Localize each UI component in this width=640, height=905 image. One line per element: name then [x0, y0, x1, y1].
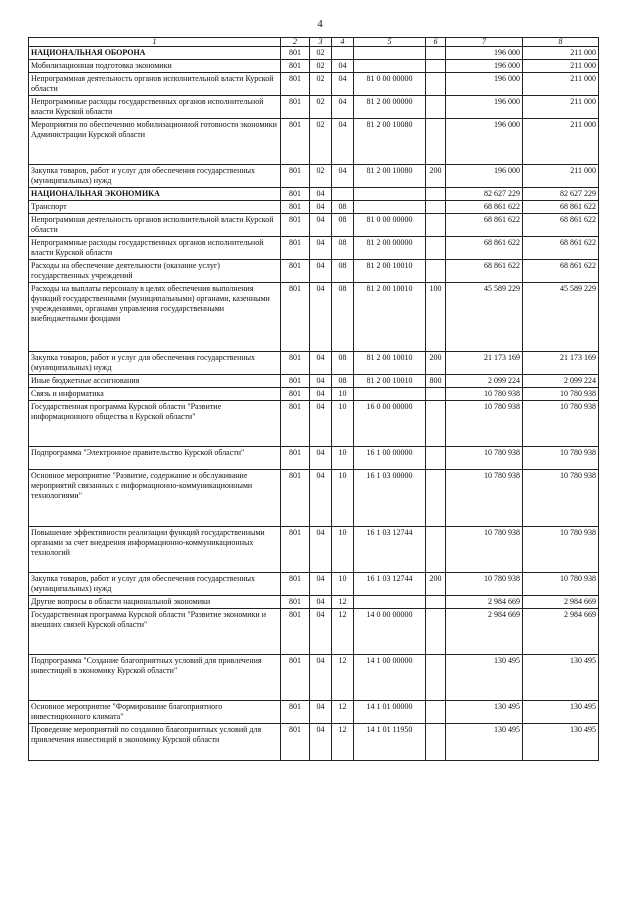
target-article-cell: 81 2 00 00000 — [354, 96, 426, 119]
amount-year2-cell: 21 173 169 — [523, 352, 599, 375]
expense-type-cell — [426, 527, 446, 573]
amount-year1-cell: 130 495 — [446, 655, 523, 701]
column-header: 8 — [523, 38, 599, 47]
expense-type-cell — [426, 73, 446, 96]
table-row — [29, 73, 599, 96]
expense-type-cell — [426, 60, 446, 73]
row-name-cell: Непрограммная деятельность органов исполнительной власти Курской области — [29, 73, 281, 96]
budget-table — [28, 37, 599, 761]
row-name-cell: Мероприятия по обеспечению мобилизационной готовности экономики Администрации Курской области — [29, 119, 281, 165]
amount-year1-cell: 196 000 — [446, 47, 523, 60]
amount-year1-cell: 68 861 622 — [446, 237, 523, 260]
row-name-cell: Транспорт — [29, 201, 281, 214]
target-article-cell: 81 2 00 10010 — [354, 283, 426, 352]
expense-type-cell — [426, 119, 446, 165]
expense-type-cell — [426, 447, 446, 470]
row-name-cell: НАЦИОНАЛЬНАЯ ЭКОНОМИКА — [29, 188, 281, 201]
table-row — [29, 260, 599, 283]
column-header: 2 — [281, 38, 310, 47]
subsection-code-cell: 08 — [332, 375, 354, 388]
target-article-cell: 16 1 00 00000 — [354, 447, 426, 470]
subsection-code-cell: 04 — [332, 60, 354, 73]
section-code-cell: 801 — [281, 73, 310, 96]
table-row — [29, 165, 599, 188]
expense-type-cell — [426, 237, 446, 260]
target-article-cell — [354, 60, 426, 73]
amount-year2-cell: 45 589 229 — [523, 283, 599, 352]
section-code-cell: 801 — [281, 401, 310, 447]
section-code-cell: 801 — [281, 701, 310, 724]
table-row — [29, 119, 599, 165]
amount-year2-cell: 2 984 669 — [523, 609, 599, 655]
section-code-cell: 801 — [281, 260, 310, 283]
table-body — [29, 47, 599, 761]
amount-year1-cell: 10 780 938 — [446, 447, 523, 470]
expense-type-cell — [426, 388, 446, 401]
expense-type-cell: 200 — [426, 165, 446, 188]
expense-type-cell — [426, 609, 446, 655]
section-code-cell: 801 — [281, 214, 310, 237]
expense-type-cell — [426, 188, 446, 201]
amount-year1-cell: 196 000 — [446, 96, 523, 119]
amount-year2-cell: 10 780 938 — [523, 447, 599, 470]
amount-year2-cell: 10 780 938 — [523, 401, 599, 447]
row-name-cell: НАЦИОНАЛЬНАЯ ОБОРОНА — [29, 47, 281, 60]
subsection-code-cell: 12 — [332, 655, 354, 701]
expense-type-cell — [426, 96, 446, 119]
column-number-row — [29, 38, 599, 47]
target-article-cell: 14 1 01 00000 — [354, 701, 426, 724]
section-code-cell: 801 — [281, 47, 310, 60]
target-article-cell — [354, 47, 426, 60]
chapter-code-cell: 04 — [310, 283, 332, 352]
target-article-cell — [354, 188, 426, 201]
table-row — [29, 60, 599, 73]
expense-type-cell — [426, 724, 446, 761]
expense-type-cell — [426, 596, 446, 609]
subsection-code-cell: 08 — [332, 237, 354, 260]
expense-type-cell — [426, 470, 446, 527]
amount-year1-cell: 10 780 938 — [446, 470, 523, 527]
section-code-cell: 801 — [281, 447, 310, 470]
chapter-code-cell: 04 — [310, 388, 332, 401]
subsection-code-cell — [332, 188, 354, 201]
table-row — [29, 388, 599, 401]
row-name-cell: Мобилизационная подготовка экономики — [29, 60, 281, 73]
amount-year1-cell: 130 495 — [446, 701, 523, 724]
chapter-code-cell: 04 — [310, 724, 332, 761]
row-name-cell: Расходы на обеспечение деятельности (оказание услуг) государственных учреждений — [29, 260, 281, 283]
chapter-code-cell: 04 — [310, 352, 332, 375]
subsection-code-cell: 08 — [332, 201, 354, 214]
subsection-code-cell: 08 — [332, 260, 354, 283]
row-name-cell: Непрограммная деятельность органов исполнительной власти Курской области — [29, 214, 281, 237]
target-article-cell: 81 2 00 10010 — [354, 260, 426, 283]
row-name-cell: Повышение эффективности реализации функций государственными органами за счет внедрения информационно-коммуникационных технологий — [29, 527, 281, 573]
amount-year2-cell: 130 495 — [523, 655, 599, 701]
section-code-cell: 801 — [281, 527, 310, 573]
row-name-cell: Иные бюджетные ассигнования — [29, 375, 281, 388]
chapter-code-cell: 04 — [310, 447, 332, 470]
target-article-cell: 81 2 00 10080 — [354, 165, 426, 188]
table-row — [29, 701, 599, 724]
subsection-code-cell: 12 — [332, 701, 354, 724]
chapter-code-cell: 04 — [310, 527, 332, 573]
table-row — [29, 609, 599, 655]
subsection-code-cell: 10 — [332, 527, 354, 573]
amount-year1-cell: 196 000 — [446, 60, 523, 73]
chapter-code-cell: 02 — [310, 119, 332, 165]
expense-type-cell: 200 — [426, 573, 446, 596]
amount-year1-cell: 68 861 622 — [446, 201, 523, 214]
expense-type-cell — [426, 47, 446, 60]
amount-year1-cell: 21 173 169 — [446, 352, 523, 375]
table-row — [29, 237, 599, 260]
section-code-cell: 801 — [281, 96, 310, 119]
table-row — [29, 214, 599, 237]
section-code-cell: 801 — [281, 165, 310, 188]
table-row — [29, 401, 599, 447]
expense-type-cell — [426, 655, 446, 701]
amount-year2-cell: 68 861 622 — [523, 237, 599, 260]
target-article-cell: 14 0 00 00000 — [354, 609, 426, 655]
expense-type-cell — [426, 260, 446, 283]
target-article-cell: 16 1 03 00000 — [354, 470, 426, 527]
row-name-cell: Другие вопросы в области национальной экономики — [29, 596, 281, 609]
chapter-code-cell: 04 — [310, 260, 332, 283]
chapter-code-cell: 04 — [310, 701, 332, 724]
expense-type-cell: 100 — [426, 283, 446, 352]
amount-year1-cell: 10 780 938 — [446, 527, 523, 573]
target-article-cell — [354, 596, 426, 609]
section-code-cell: 801 — [281, 388, 310, 401]
table-row — [29, 188, 599, 201]
target-article-cell: 81 2 00 10010 — [354, 352, 426, 375]
section-code-cell: 801 — [281, 596, 310, 609]
subsection-code-cell: 10 — [332, 388, 354, 401]
amount-year2-cell: 130 495 — [523, 724, 599, 761]
column-header: 7 — [446, 38, 523, 47]
chapter-code-cell: 04 — [310, 609, 332, 655]
expense-type-cell: 200 — [426, 352, 446, 375]
chapter-code-cell: 04 — [310, 214, 332, 237]
subsection-code-cell: 10 — [332, 447, 354, 470]
column-header: 4 — [332, 38, 354, 47]
expense-type-cell — [426, 214, 446, 237]
chapter-code-cell: 02 — [310, 73, 332, 96]
section-code-cell: 801 — [281, 60, 310, 73]
section-code-cell: 801 — [281, 375, 310, 388]
target-article-cell — [354, 388, 426, 401]
subsection-code-cell: 08 — [332, 214, 354, 237]
subsection-code-cell: 10 — [332, 470, 354, 527]
row-name-cell: Государственная программа Курской области "Развитие информационного общества в Курской области" — [29, 401, 281, 447]
subsection-code-cell: 08 — [332, 283, 354, 352]
table-row — [29, 352, 599, 375]
section-code-cell: 801 — [281, 655, 310, 701]
chapter-code-cell: 02 — [310, 60, 332, 73]
table-row — [29, 375, 599, 388]
subsection-code-cell: 04 — [332, 96, 354, 119]
amount-year2-cell: 10 780 938 — [523, 470, 599, 527]
section-code-cell: 801 — [281, 237, 310, 260]
page-number: 4 — [317, 18, 323, 30]
amount-year1-cell: 196 000 — [446, 73, 523, 96]
chapter-code-cell: 04 — [310, 201, 332, 214]
chapter-code-cell: 02 — [310, 47, 332, 60]
amount-year2-cell: 68 861 622 — [523, 201, 599, 214]
subsection-code-cell: 10 — [332, 401, 354, 447]
amount-year2-cell: 68 861 622 — [523, 260, 599, 283]
section-code-cell: 801 — [281, 188, 310, 201]
row-name-cell: Подпрограмма "Электронное правительство Курской области" — [29, 447, 281, 470]
target-article-cell: 81 0 00 00000 — [354, 214, 426, 237]
table-row — [29, 201, 599, 214]
column-header: 6 — [426, 38, 446, 47]
amount-year1-cell: 82 627 229 — [446, 188, 523, 201]
target-article-cell: 14 1 01 11950 — [354, 724, 426, 761]
amount-year1-cell: 2 984 669 — [446, 609, 523, 655]
row-name-cell: Проведение мероприятий по созданию благоприятных условий для привлечения инвестиций в экономику Курской области — [29, 724, 281, 761]
table-row — [29, 447, 599, 470]
amount-year2-cell: 2 984 669 — [523, 596, 599, 609]
chapter-code-cell: 04 — [310, 596, 332, 609]
subsection-code-cell: 08 — [332, 352, 354, 375]
table-row — [29, 470, 599, 527]
row-name-cell: Расходы на выплаты персоналу в целях обеспечения выполнения функций государственными (муниципальными) органами, казенными учреждениями, органами управления государственными внебюджетными фондами — [29, 283, 281, 352]
amount-year2-cell: 211 000 — [523, 165, 599, 188]
expense-type-cell — [426, 401, 446, 447]
amount-year2-cell: 68 861 622 — [523, 214, 599, 237]
chapter-code-cell: 02 — [310, 165, 332, 188]
amount-year1-cell: 45 589 229 — [446, 283, 523, 352]
chapter-code-cell: 04 — [310, 573, 332, 596]
subsection-code-cell: 04 — [332, 119, 354, 165]
subsection-code-cell: 12 — [332, 609, 354, 655]
table-row — [29, 573, 599, 596]
target-article-cell: 81 0 00 00000 — [354, 73, 426, 96]
amount-year1-cell: 68 861 622 — [446, 214, 523, 237]
section-code-cell: 801 — [281, 609, 310, 655]
target-article-cell: 16 1 03 12744 — [354, 573, 426, 596]
amount-year2-cell: 211 000 — [523, 73, 599, 96]
subsection-code-cell: 04 — [332, 73, 354, 96]
amount-year2-cell: 10 780 938 — [523, 527, 599, 573]
section-code-cell: 801 — [281, 201, 310, 214]
amount-year1-cell: 196 000 — [446, 119, 523, 165]
target-article-cell: 14 1 00 00000 — [354, 655, 426, 701]
subsection-code-cell: 12 — [332, 596, 354, 609]
expense-type-cell: 800 — [426, 375, 446, 388]
amount-year1-cell: 2 099 224 — [446, 375, 523, 388]
table-row — [29, 527, 599, 573]
expense-type-cell — [426, 201, 446, 214]
row-name-cell: Закупка товаров, работ и услуг для обеспечения государственных (муниципальных) нужд — [29, 352, 281, 375]
row-name-cell: Основное мероприятие "Развитие, содержание и обслуживание мероприятий связанных с информационно-коммуникационными технологиями" — [29, 470, 281, 527]
amount-year1-cell: 130 495 — [446, 724, 523, 761]
amount-year2-cell: 130 495 — [523, 701, 599, 724]
subsection-code-cell: 12 — [332, 724, 354, 761]
amount-year2-cell: 211 000 — [523, 60, 599, 73]
table-row — [29, 283, 599, 352]
section-code-cell: 801 — [281, 470, 310, 527]
subsection-code-cell: 10 — [332, 573, 354, 596]
section-code-cell: 801 — [281, 283, 310, 352]
chapter-code-cell: 04 — [310, 375, 332, 388]
amount-year2-cell: 211 000 — [523, 96, 599, 119]
table-row — [29, 596, 599, 609]
chapter-code-cell: 04 — [310, 401, 332, 447]
section-code-cell: 801 — [281, 724, 310, 761]
row-name-cell: Подпрограмма "Создание благоприятных условий для привлечения инвестиций в экономику Курской области" — [29, 655, 281, 701]
chapter-code-cell: 04 — [310, 470, 332, 527]
subsection-code-cell: 04 — [332, 165, 354, 188]
row-name-cell: Непрограммные расходы государственных органов исполнительной власти Курской области — [29, 237, 281, 260]
column-header: 5 — [354, 38, 426, 47]
amount-year1-cell: 10 780 938 — [446, 401, 523, 447]
amount-year2-cell: 2 099 224 — [523, 375, 599, 388]
row-name-cell: Закупка товаров, работ и услуг для обеспечения государственных (муниципальных) нужд — [29, 165, 281, 188]
amount-year1-cell: 10 780 938 — [446, 573, 523, 596]
target-article-cell: 81 2 00 10080 — [354, 119, 426, 165]
row-name-cell: Связь и информатика — [29, 388, 281, 401]
amount-year2-cell: 211 000 — [523, 119, 599, 165]
row-name-cell: Государственная программа Курской области "Развитие экономики и внешних связей Курской области" — [29, 609, 281, 655]
table-row — [29, 655, 599, 701]
amount-year2-cell: 10 780 938 — [523, 388, 599, 401]
table-row — [29, 47, 599, 60]
target-article-cell: 16 0 00 00000 — [354, 401, 426, 447]
amount-year1-cell: 10 780 938 — [446, 388, 523, 401]
amount-year2-cell: 211 000 — [523, 47, 599, 60]
section-code-cell: 801 — [281, 573, 310, 596]
table-row — [29, 96, 599, 119]
amount-year2-cell: 82 627 229 — [523, 188, 599, 201]
row-name-cell: Основное мероприятие "Формирование благоприятного инвестиционного климата" — [29, 701, 281, 724]
target-article-cell: 81 2 00 00000 — [354, 237, 426, 260]
target-article-cell — [354, 201, 426, 214]
row-name-cell: Закупка товаров, работ и услуг для обеспечения государственных (муниципальных) нужд — [29, 573, 281, 596]
amount-year1-cell: 2 984 669 — [446, 596, 523, 609]
row-name-cell: Непрограммные расходы государственных органов исполнительной власти Курской области — [29, 96, 281, 119]
column-header: 1 — [29, 38, 281, 47]
amount-year1-cell: 68 861 622 — [446, 260, 523, 283]
amount-year1-cell: 196 000 — [446, 165, 523, 188]
expense-type-cell — [426, 701, 446, 724]
section-code-cell: 801 — [281, 352, 310, 375]
amount-year2-cell: 10 780 938 — [523, 573, 599, 596]
chapter-code-cell: 04 — [310, 237, 332, 260]
chapter-code-cell: 02 — [310, 96, 332, 119]
table-row — [29, 724, 599, 761]
subsection-code-cell — [332, 47, 354, 60]
target-article-cell: 81 2 00 10010 — [354, 375, 426, 388]
chapter-code-cell: 04 — [310, 655, 332, 701]
section-code-cell: 801 — [281, 119, 310, 165]
chapter-code-cell: 04 — [310, 188, 332, 201]
target-article-cell: 16 1 03 12744 — [354, 527, 426, 573]
column-header: 3 — [310, 38, 332, 47]
